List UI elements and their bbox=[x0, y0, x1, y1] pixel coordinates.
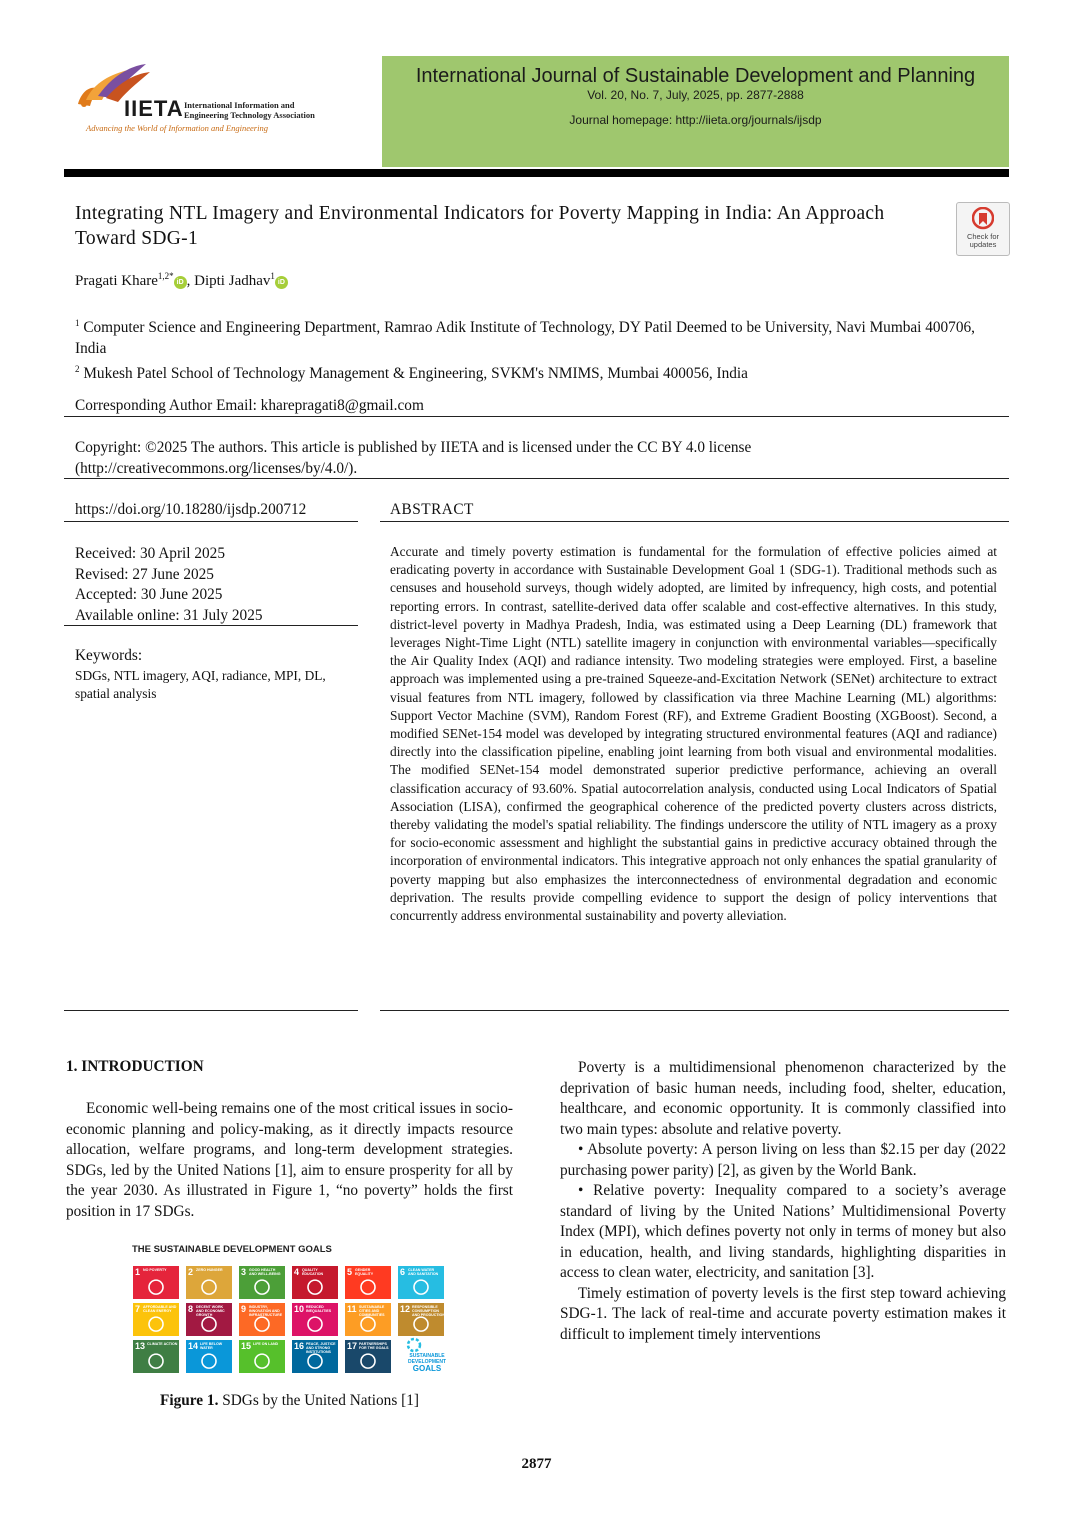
svg-text:8: 8 bbox=[188, 1304, 194, 1314]
header-divider bbox=[64, 169, 1009, 177]
sdg-tile-6 bbox=[398, 1266, 444, 1299]
svg-text:DECENT WORK: DECENT WORK bbox=[196, 1305, 224, 1309]
sdg-wheel-icon bbox=[408, 1339, 420, 1351]
sdg-goals-logo bbox=[408, 1339, 446, 1373]
svg-text:16: 16 bbox=[294, 1341, 305, 1351]
journal-homepage-link[interactable]: Journal homepage: http://iieta.org/journals/ijsdp bbox=[569, 113, 822, 127]
section-heading: 1. INTRODUCTION bbox=[66, 1058, 204, 1075]
svg-text:CLEAN WATER: CLEAN WATER bbox=[408, 1268, 435, 1272]
divider bbox=[64, 625, 358, 626]
publisher-logo bbox=[72, 60, 342, 138]
svg-text:CLIMATE ACTION: CLIMATE ACTION bbox=[147, 1342, 178, 1346]
svg-text:INSTITUTIONS: INSTITUTIONS bbox=[306, 1350, 331, 1354]
svg-text:4: 4 bbox=[294, 1267, 300, 1277]
svg-text:LIFE ON LAND: LIFE ON LAND bbox=[253, 1342, 279, 1346]
svg-text:17: 17 bbox=[347, 1341, 358, 1351]
svg-text:AND STRONG: AND STRONG bbox=[306, 1346, 331, 1350]
svg-text:REDUCED: REDUCED bbox=[306, 1305, 324, 1309]
svg-text:AND PRODUCTION: AND PRODUCTION bbox=[412, 1313, 445, 1317]
sdg-tile-12 bbox=[398, 1303, 445, 1336]
svg-text:SUSTAINABLE: SUSTAINABLE bbox=[409, 1353, 445, 1359]
svg-text:5: 5 bbox=[347, 1267, 353, 1277]
abstract-text: Accurate and timely poverty estimation is fundamental for the formulation of effective policies aimed at eradicating poverty in accordance with Sustainable Development Goal 1 (SDG-1). Traditional methods such as censuses and household surveys, though widely adopted, are limited by infrequency, high costs, and potential reporting errors. In contrast, satellite-derived data offer scalable and cost-effective alternatives. In this study, district-level poverty in Madhya Pradesh, India, was estimated using a Deep Learning (DL) framework that leverages Night-Time Light (NTL) satellite imagery in conjunction with environmental variables—specifically the Air Quality Index (AQI) and radiance intensity. Two modeling strategies were employed. First, a baseline approach was implemented using a pre-trained Squeeze-and-Excitation Network (SENet) architecture to extract visual features from NTL imagery, followed by classification via three Machine Learning (ML) algorithms: Support Vector Machine (SVM), Random Forest (RF), and Extreme Gradient Boosting (XGBoost). Second, a modified SENet-154 model was developed by integrating structured environmental features (AQI and radiance) directly into the classification pipeline, enabling joint learning from both visual and environmental modalities. The modified SENet-154 model demonstrated superior predictive performance, achieving an overall classification accuracy of 93.60%. Spatial autocorrelation analysis, conducted using Local Indicators of Spatial Association (LISA), confirmed the geographical coherence of the predicted poverty clusters across districts, thereby validating the model's spatial reliability. The findings underscore the utility of NTL imagery as a proxy for socio-economic assessment and highlight the substantial gains in predictive accuracy obtained through the incorporation of environmental indicators. This integrative approach not only enhances the spatial granularity of poverty mapping but also emphasizes the interconnectedness of environmental degradation and economic deprivation. The results provide compelling evidence to support the design of policy interventions that concurrently address environmental sustainability and poverty alleviation. bbox=[390, 544, 997, 924]
svg-text:AND WELL-BEING: AND WELL-BEING bbox=[249, 1272, 281, 1276]
bullet-paragraph: • Relative poverty: Inequality compared to a society’s average standard of living by the United Nations’ Multidimensional Poverty Index (MPI), which defines poverty not only in terms of money but also in education, health, and living standards, highlighting disparities in access to clean water, electricity, and sanitation [3]. bbox=[560, 1182, 1006, 1281]
sdg-tile-15 bbox=[239, 1340, 285, 1373]
corresponding-author: Corresponding Author Email: kharepragati8@gmail.com bbox=[75, 397, 424, 414]
author-list bbox=[75, 271, 288, 290]
svg-text:INDUSTRY,: INDUSTRY, bbox=[249, 1305, 268, 1309]
svg-text:RESPONSIBLE: RESPONSIBLE bbox=[412, 1305, 438, 1309]
sdg-tile-8 bbox=[186, 1303, 232, 1336]
affiliation-2: $^2$ Mukesh Patel School of Technology Management & Engineering, SVKM's NMIMS, Mumbai 400056, India bbox=[75, 364, 748, 383]
sdg-tile-11 bbox=[345, 1303, 391, 1336]
sdg-figure bbox=[130, 1240, 452, 1376]
author-affiliation-marker: 1 bbox=[270, 271, 275, 281]
divider bbox=[380, 521, 1009, 522]
svg-text:EDUCATION: EDUCATION bbox=[302, 1272, 324, 1276]
doi-link[interactable]: https://doi.org/10.18280/ijsdp.200712 bbox=[75, 501, 307, 518]
bullet-paragraph: • Absolute poverty: A person living on less than $2.15 per day (2022 purchasing power parity) [2], as given by the World Bank. bbox=[560, 1141, 1006, 1179]
affiliation-1: $^1$ Computer Science and Engineering Department, Ramrao Adik Institute of Technology, DY Patil Deemed to be University, Navi Mumbai 400706, India bbox=[75, 318, 975, 357]
page-number: 2877 bbox=[521, 1456, 552, 1472]
figure-title: THE SUSTAINABLE DEVELOPMENT GOALS bbox=[132, 1244, 332, 1255]
copyright-notice: Copyright: ©2025 The authors. This article is published by IIETA and is licensed under the CC BY 4.0 license (http://creativecommons.org/licenses/by/4.0/). bbox=[75, 439, 752, 477]
right-column bbox=[560, 1058, 1006, 1345]
divider bbox=[64, 478, 1009, 479]
affiliations bbox=[75, 313, 1005, 385]
paper-title: Integrating NTL Imagery and Environmental Indicators for Poverty Mapping in India: An Approach Toward SDG-1 bbox=[75, 203, 885, 249]
author-name: , Dipti Jadhav bbox=[186, 273, 271, 289]
keywords-list: SDGs, NTL imagery, AQI, radiance, MPI, DL, spatial analysis bbox=[75, 668, 326, 701]
svg-text:12: 12 bbox=[400, 1304, 411, 1314]
sdg-tile-3 bbox=[239, 1266, 285, 1299]
svg-text:INFRASTRUCTURE: INFRASTRUCTURE bbox=[249, 1313, 283, 1317]
svg-text:1: 1 bbox=[135, 1267, 141, 1277]
journal-header-box bbox=[382, 56, 1009, 167]
svg-text:7: 7 bbox=[135, 1304, 141, 1314]
sdg-grid-image bbox=[130, 1240, 452, 1376]
divider bbox=[64, 521, 358, 522]
svg-text:EQUALITY: EQUALITY bbox=[355, 1272, 374, 1276]
svg-text:LIFE BELOW: LIFE BELOW bbox=[200, 1342, 223, 1346]
body-paragraph: Timely estimation of poverty levels is the first step toward achieving SDG-1. The lack of real-time and accurate poverty estimation makes it difficult to implement timely interventions bbox=[560, 1284, 1006, 1343]
svg-text:CLEAN ENERGY: CLEAN ENERGY bbox=[143, 1309, 172, 1313]
svg-text:QUALITY: QUALITY bbox=[302, 1268, 318, 1272]
volume-info: Vol. 20, No. 7, July, 2025, pp. 2877-2888 bbox=[587, 88, 804, 102]
svg-text:GOALS: GOALS bbox=[412, 1364, 442, 1373]
svg-text:INEQUALITIES: INEQUALITIES bbox=[306, 1309, 332, 1313]
accepted-date: Accepted: 30 June 2025 bbox=[75, 586, 223, 603]
abstract-heading: ABSTRACT bbox=[390, 501, 474, 518]
svg-text:GROWTH: GROWTH bbox=[196, 1313, 213, 1317]
author-affiliation-marker: 1,2* bbox=[157, 271, 174, 281]
svg-text:FOR THE GOALS: FOR THE GOALS bbox=[359, 1346, 389, 1350]
sdg-tile-1 bbox=[133, 1266, 179, 1299]
svg-text:INNOVATION AND: INNOVATION AND bbox=[249, 1309, 280, 1313]
check-for-updates-button[interactable]: Check for updates bbox=[956, 202, 1010, 256]
svg-text:3: 3 bbox=[241, 1267, 247, 1277]
keywords-heading: Keywords: bbox=[75, 647, 143, 664]
svg-text:2: 2 bbox=[188, 1267, 194, 1277]
sdg-tile-2 bbox=[186, 1266, 232, 1299]
sdg-tile-14 bbox=[186, 1340, 232, 1373]
sdg-tile-13 bbox=[133, 1340, 179, 1373]
author-name: Pragati Khare bbox=[75, 273, 158, 289]
sdg-tile-9 bbox=[239, 1303, 285, 1336]
svg-text:PEACE, JUSTICE: PEACE, JUSTICE bbox=[306, 1342, 336, 1346]
svg-text:CONSUMPTION: CONSUMPTION bbox=[412, 1309, 439, 1313]
svg-text:AFFORDABLE AND: AFFORDABLE AND bbox=[143, 1305, 177, 1309]
logo-tagline: Advancing the World of Information and Engineering bbox=[86, 123, 268, 133]
svg-text:CITIES AND: CITIES AND bbox=[359, 1309, 380, 1313]
received-date: Received: 30 April 2025 bbox=[75, 545, 225, 562]
sdg-tile-10 bbox=[292, 1303, 338, 1336]
svg-text:GENDER: GENDER bbox=[355, 1268, 371, 1272]
svg-text:NO POVERTY: NO POVERTY bbox=[143, 1268, 167, 1272]
svg-text:6: 6 bbox=[400, 1267, 406, 1277]
svg-text:COMMUNITIES: COMMUNITIES bbox=[359, 1313, 385, 1317]
svg-text:AND SANITATION: AND SANITATION bbox=[408, 1272, 439, 1276]
svg-text:15: 15 bbox=[241, 1341, 252, 1351]
orcid-icon[interactable]: iD bbox=[174, 276, 187, 289]
journal-title: International Journal of Sustainable Development and Planning bbox=[415, 65, 976, 87]
orcid-icon[interactable]: iD bbox=[275, 276, 288, 289]
svg-text:SUSTAINABLE: SUSTAINABLE bbox=[359, 1305, 385, 1309]
svg-text:14: 14 bbox=[188, 1341, 199, 1351]
sdg-tile-16 bbox=[292, 1340, 338, 1373]
divider bbox=[380, 1010, 1009, 1011]
figure-caption: Figure 1. SDGs by the United Nations [1] bbox=[160, 1392, 419, 1409]
svg-text:9: 9 bbox=[241, 1304, 247, 1314]
svg-text:PARTNERSHIPS: PARTNERSHIPS bbox=[359, 1342, 387, 1346]
svg-text:GOOD HEALTH: GOOD HEALTH bbox=[249, 1268, 276, 1272]
available-date: Available online: 31 July 2025 bbox=[75, 606, 263, 624]
revised-date: Revised: 27 June 2025 bbox=[75, 565, 214, 583]
svg-text:AND ECONOMIC: AND ECONOMIC bbox=[196, 1309, 225, 1313]
divider bbox=[64, 1010, 358, 1011]
sdg-tile-7 bbox=[133, 1303, 179, 1336]
bookmark-icon bbox=[972, 207, 994, 231]
body-paragraph: Poverty is a multidimensional phenomenon characterized by the deprivation of basic human needs, including food, shelter, education, healthcare, and economic opportunity. It is commonly classified into two main types: absolute and relative poverty. bbox=[560, 1059, 1006, 1138]
svg-text:11: 11 bbox=[347, 1304, 357, 1314]
svg-text:WATER: WATER bbox=[200, 1346, 213, 1350]
sdg-tile-5 bbox=[345, 1266, 391, 1299]
svg-text:DEVELOPMENT: DEVELOPMENT bbox=[407, 1359, 447, 1365]
svg-text:ZERO HUNGER: ZERO HUNGER bbox=[196, 1268, 223, 1272]
article-dates bbox=[75, 544, 263, 626]
logo-abbrev: IIETA bbox=[124, 96, 184, 121]
svg-text:13: 13 bbox=[135, 1341, 146, 1351]
svg-text:10: 10 bbox=[294, 1304, 305, 1314]
sdg-tile-4 bbox=[292, 1266, 338, 1299]
sdg-tile-17 bbox=[345, 1340, 391, 1373]
divider bbox=[64, 416, 1009, 417]
body-paragraph: Economic well-being remains one of the most critical issues in socio-economic planning and policy-making, as it directly impacts resource allocation, welfare programs, and long-term development strategies. SDGs, led by the United Nations [1], aim to ensure prosperity for all by the year 2030. As illustrated in Figure 1, “no poverty” holds the first position in 17 SDGs. bbox=[66, 1100, 513, 1220]
logo-organization: International Information and Engineering Technology Association bbox=[184, 100, 315, 120]
